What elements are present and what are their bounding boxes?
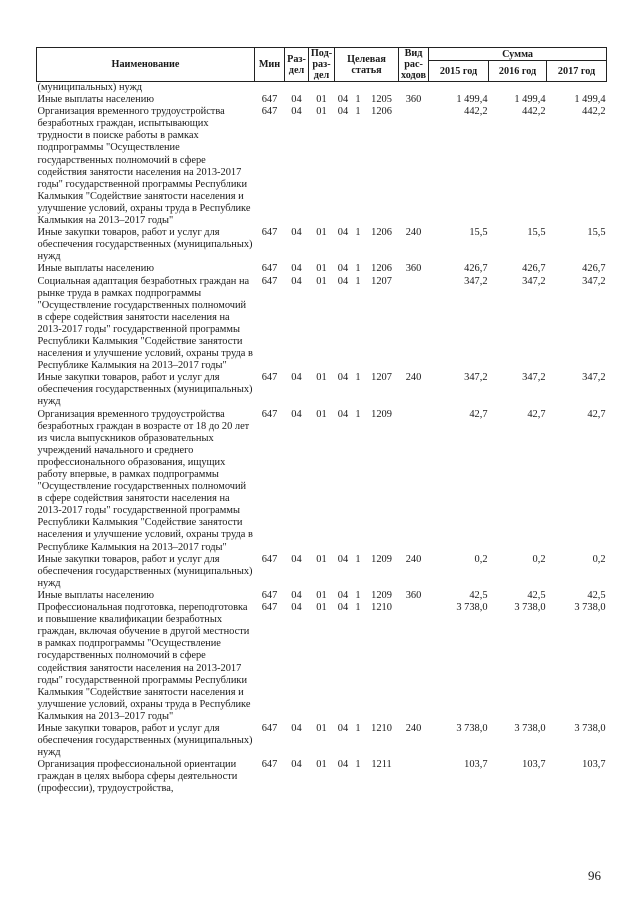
row-name: (муниципальных) нужд bbox=[37, 82, 143, 93]
row-sum-2015: 42,7 bbox=[469, 408, 488, 420]
row-expense-type: 240 bbox=[405, 553, 422, 565]
row-ministry: 647 bbox=[261, 275, 278, 287]
row-section bbox=[285, 82, 309, 95]
row-expense-type: 360 bbox=[405, 263, 422, 275]
row-name: Иные закупки товаров, работ и услуг для обеспечения государственных (муниципальных) нужд bbox=[37, 553, 253, 589]
row-subsection: 01 bbox=[316, 275, 327, 287]
row-sum-2015: 1 499,4 bbox=[456, 94, 488, 106]
row-name: Иные закупки товаров, работ и услуг для обеспечения государственных (муниципальных) нужд bbox=[37, 227, 253, 263]
row-target-article-program: 04 bbox=[337, 94, 349, 106]
page-number: 96 bbox=[588, 868, 601, 883]
row-target-article-subprogram: 1 bbox=[355, 602, 361, 614]
row-sum-2016: 15,5 bbox=[527, 227, 546, 239]
row-target-article-program: 04 bbox=[337, 227, 349, 239]
row-sum-2017: 15,5 bbox=[587, 227, 606, 239]
row-target-article-code: 1206 bbox=[371, 106, 392, 118]
header-expense-type: Вид рас- ходов bbox=[399, 48, 429, 82]
row-sum-2017: 1 499,4 bbox=[574, 94, 606, 106]
row-ministry: 647 bbox=[261, 589, 278, 601]
row-section: 04 bbox=[291, 372, 302, 384]
header-year-2017: 2017 год bbox=[547, 61, 607, 82]
row-subsection: 01 bbox=[316, 372, 327, 384]
row-ministry: 647 bbox=[261, 759, 278, 771]
row-expense-type: 240 bbox=[405, 372, 422, 384]
row-sum-2017: 3 738,0 bbox=[574, 602, 606, 614]
row-sum-2016: 1 499,4 bbox=[514, 94, 546, 106]
row-section: 04 bbox=[291, 94, 302, 106]
row-section: 04 bbox=[291, 408, 302, 420]
header-sum: Сумма bbox=[429, 48, 607, 61]
table-row bbox=[37, 602, 607, 723]
row-expense-type bbox=[399, 276, 429, 373]
row-subsection: 01 bbox=[316, 759, 327, 771]
header-razdel: Раз- дел bbox=[285, 48, 309, 82]
table-row bbox=[37, 372, 607, 408]
row-ministry: 647 bbox=[261, 94, 278, 106]
header-year-2016: 2016 год bbox=[489, 61, 547, 82]
row-sum-2017: 0,2 bbox=[592, 553, 606, 565]
row-sum-2017: 347,2 bbox=[582, 372, 606, 384]
header-min: Мин bbox=[255, 48, 285, 82]
row-sum-2017: 442,2 bbox=[582, 106, 606, 118]
table-row bbox=[37, 759, 607, 795]
row-section: 04 bbox=[291, 589, 302, 601]
row-subsection bbox=[309, 82, 335, 95]
row-section: 04 bbox=[291, 106, 302, 118]
row-sum-2016: 347,2 bbox=[522, 372, 546, 384]
row-target-article-subprogram: 1 bbox=[355, 372, 361, 384]
row-expense-type bbox=[399, 602, 429, 723]
row-sum-2015: 3 738,0 bbox=[456, 602, 488, 614]
row-target-article-program: 04 bbox=[337, 408, 349, 420]
row-target-article-subprogram: 1 bbox=[355, 106, 361, 118]
row-name: Организация профессиональной ориентации граждан в целях выбора сферы деятельности (профессии), трудоустройства, bbox=[37, 759, 238, 795]
row-section: 04 bbox=[291, 227, 302, 239]
row-subsection: 01 bbox=[316, 94, 327, 106]
row-subsection: 01 bbox=[316, 602, 327, 614]
table-body bbox=[37, 82, 607, 796]
row-expense-type: 360 bbox=[405, 589, 422, 601]
row-sum-2015: 103,7 bbox=[464, 759, 488, 771]
row-ministry: 647 bbox=[261, 722, 278, 734]
row-name: Социальная адаптация безработных граждан на рынке труда в рамках подпрограммы "Осуществление государственных полномочий в сфере содействия занятости населения на 2013-2017 годы" государственной программы Республики Калмыкия "Содействие занятости населения и улучшение условий, охраны труда в Республике Калмыкия на 2013–2017 годы" bbox=[37, 275, 253, 372]
row-target-article-code: 1209 bbox=[371, 589, 392, 601]
row-sum-2017: 347,2 bbox=[582, 275, 606, 287]
row-sum-2015 bbox=[429, 82, 489, 95]
row-subsection: 01 bbox=[316, 722, 327, 734]
row-name: Иные выплаты населению bbox=[37, 263, 155, 275]
row-target-article-program: 04 bbox=[337, 275, 349, 287]
row-section: 04 bbox=[291, 275, 302, 287]
table-row bbox=[37, 590, 607, 602]
row-sum-2015: 3 738,0 bbox=[456, 722, 488, 734]
row-sum-2016: 0,2 bbox=[532, 553, 546, 565]
row-sum-2016: 42,7 bbox=[527, 408, 546, 420]
row-sum-2016: 426,7 bbox=[522, 263, 546, 275]
row-target-article-program: 04 bbox=[337, 602, 349, 614]
row-target-article-subprogram: 1 bbox=[355, 553, 361, 565]
row-target-article-code: 1207 bbox=[371, 275, 392, 287]
row-sum-2017 bbox=[547, 82, 607, 95]
row-target-article-code: 1205 bbox=[371, 94, 392, 106]
header-podrazdel: Под- раз- дел bbox=[309, 48, 335, 82]
row-section: 04 bbox=[291, 263, 302, 275]
row-subsection: 01 bbox=[316, 589, 327, 601]
row-sum-2015: 442,2 bbox=[464, 106, 488, 118]
row-target-article-program: 04 bbox=[337, 589, 349, 601]
row-target-article-subprogram: 1 bbox=[355, 227, 361, 239]
row-section: 04 bbox=[291, 602, 302, 614]
row-sum-2016: 103,7 bbox=[522, 759, 546, 771]
row-name: Иные закупки товаров, работ и услуг для обеспечения государственных (муниципальных) нужд bbox=[37, 722, 253, 759]
table-row bbox=[37, 409, 607, 554]
row-name: Организация временного трудоустройства безработных граждан в возрасте от 18 до 20 лет из числа выпускников образовательных учреждений начального и среднего профессионального образования, ищущих работу впервые, в рамках подпрограммы "Осуществление государственных полномочий в сфере содействия занятости населения на 2013-2017 годы" государственной программы Республики Калмыкия "Содействие занятости населения и улучшение условий, охраны труда в Республике Калмыкия на 2013–2017 годы" bbox=[37, 408, 253, 553]
row-target-article-code: 1210 bbox=[371, 722, 392, 734]
row-name: Иные закупки товаров, работ и услуг для обеспечения государственных (муниципальных) нужд bbox=[37, 372, 253, 408]
row-sum-2015: 42,5 bbox=[469, 589, 488, 601]
header-target-article: Целевая статья bbox=[335, 48, 399, 82]
row-section: 04 bbox=[291, 759, 302, 771]
row-target-article-code: 1206 bbox=[371, 263, 392, 275]
row-target-article-program: 04 bbox=[337, 263, 349, 275]
row-expense-type bbox=[399, 409, 429, 554]
row-target-article-code: 1210 bbox=[371, 602, 392, 614]
row-name: Иные выплаты населению bbox=[37, 94, 155, 106]
row-target-article-code: 1207 bbox=[371, 372, 392, 384]
row-target-article-subprogram bbox=[352, 82, 365, 95]
row-target-article-subprogram: 1 bbox=[355, 275, 361, 287]
table-row bbox=[37, 723, 607, 759]
row-sum-2016: 42,5 bbox=[527, 589, 546, 601]
budget-table bbox=[36, 47, 607, 796]
row-target-article-program: 04 bbox=[337, 553, 349, 565]
header-year-2015: 2015 год bbox=[429, 61, 489, 82]
row-sum-2017: 42,7 bbox=[587, 408, 606, 420]
row-target-article-subprogram: 1 bbox=[355, 589, 361, 601]
row-sum-2016: 347,2 bbox=[522, 275, 546, 287]
row-target-article-program bbox=[335, 82, 352, 95]
row-sum-2017: 103,7 bbox=[582, 759, 606, 771]
row-sum-2017: 42,5 bbox=[587, 589, 606, 601]
header-name: Наименование bbox=[37, 48, 255, 82]
row-subsection: 01 bbox=[316, 227, 327, 239]
row-sum-2015: 347,2 bbox=[464, 372, 488, 384]
row-section: 04 bbox=[291, 722, 302, 734]
row-target-article-subprogram: 1 bbox=[355, 263, 361, 275]
row-sum-2017: 3 738,0 bbox=[574, 722, 606, 734]
row-target-article-code bbox=[365, 82, 399, 95]
row-expense-type: 240 bbox=[405, 227, 422, 239]
row-target-article-subprogram: 1 bbox=[355, 759, 361, 771]
row-name: Профессиональная подготовка, переподготовка и повышение квалификации безработных граждан, включая обучение в другой местности в рамках подпрограммы "Осуществление государственных полномочий в сфере содействия занятости населения на 2013-2017 годы" государственной программы Республики Калмыкия "Содействие занятости населения и улучшение условий, охраны труда в Республике Калмыкия на 2013–2017 годы" bbox=[37, 602, 251, 722]
row-subsection: 01 bbox=[316, 408, 327, 420]
row-expense-type: 240 bbox=[405, 722, 422, 734]
row-ministry: 647 bbox=[261, 602, 278, 614]
row-ministry: 647 bbox=[261, 106, 278, 118]
row-sum-2016 bbox=[489, 82, 547, 95]
row-target-article-program: 04 bbox=[337, 372, 349, 384]
row-ministry: 647 bbox=[261, 263, 278, 275]
table-row bbox=[37, 82, 607, 95]
row-target-article-subprogram: 1 bbox=[355, 94, 361, 106]
row-target-article-code: 1206 bbox=[371, 227, 392, 239]
row-ministry: 647 bbox=[261, 553, 278, 565]
row-sum-2016: 442,2 bbox=[522, 106, 546, 118]
row-target-article-code: 1209 bbox=[371, 408, 392, 420]
row-sum-2015: 15,5 bbox=[469, 227, 488, 239]
row-name: Организация временного трудоустройства безработных граждан, испытывающих трудности в поиске работы в рамках подпрограммы "Осуществление государственных полномочий в сфере содействия занятости населения на 2013-2017 годы" государственной программы Республики Калмыкия "Содействие занятости населения и улучшение условий, охраны труда в Республике Калмыкия на 2013–2017 годы" bbox=[37, 106, 251, 227]
table-row bbox=[37, 94, 607, 106]
row-expense-type bbox=[399, 106, 429, 227]
row-target-article-subprogram: 1 bbox=[355, 722, 361, 734]
table-row bbox=[37, 263, 607, 275]
row-sum-2016: 3 738,0 bbox=[514, 602, 546, 614]
row-ministry: 647 bbox=[261, 408, 278, 420]
row-ministry: 647 bbox=[261, 372, 278, 384]
row-target-article-program: 04 bbox=[337, 759, 349, 771]
row-subsection: 01 bbox=[316, 106, 327, 118]
row-target-article-code: 1211 bbox=[371, 759, 392, 771]
row-target-article-program: 04 bbox=[337, 106, 349, 118]
row-target-article-subprogram: 1 bbox=[355, 408, 361, 420]
row-expense-type: 360 bbox=[405, 94, 422, 106]
row-sum-2015: 426,7 bbox=[464, 263, 488, 275]
row-expense-type bbox=[399, 759, 429, 795]
row-sum-2015: 0,2 bbox=[474, 553, 488, 565]
row-subsection: 01 bbox=[316, 553, 327, 565]
row-name: Иные выплаты населению bbox=[37, 589, 155, 601]
table-row bbox=[37, 554, 607, 590]
table-row bbox=[37, 227, 607, 263]
row-target-article-code: 1209 bbox=[371, 553, 392, 565]
table-row bbox=[37, 276, 607, 373]
row-ministry: 647 bbox=[261, 227, 278, 239]
table-row bbox=[37, 106, 607, 227]
row-target-article-program: 04 bbox=[337, 722, 349, 734]
row-sum-2016: 3 738,0 bbox=[514, 722, 546, 734]
row-expense-type bbox=[399, 82, 429, 95]
row-sum-2015: 347,2 bbox=[464, 275, 488, 287]
row-section: 04 bbox=[291, 553, 302, 565]
row-ministry bbox=[255, 82, 285, 95]
row-sum-2017: 426,7 bbox=[582, 263, 606, 275]
row-subsection: 01 bbox=[316, 263, 327, 275]
